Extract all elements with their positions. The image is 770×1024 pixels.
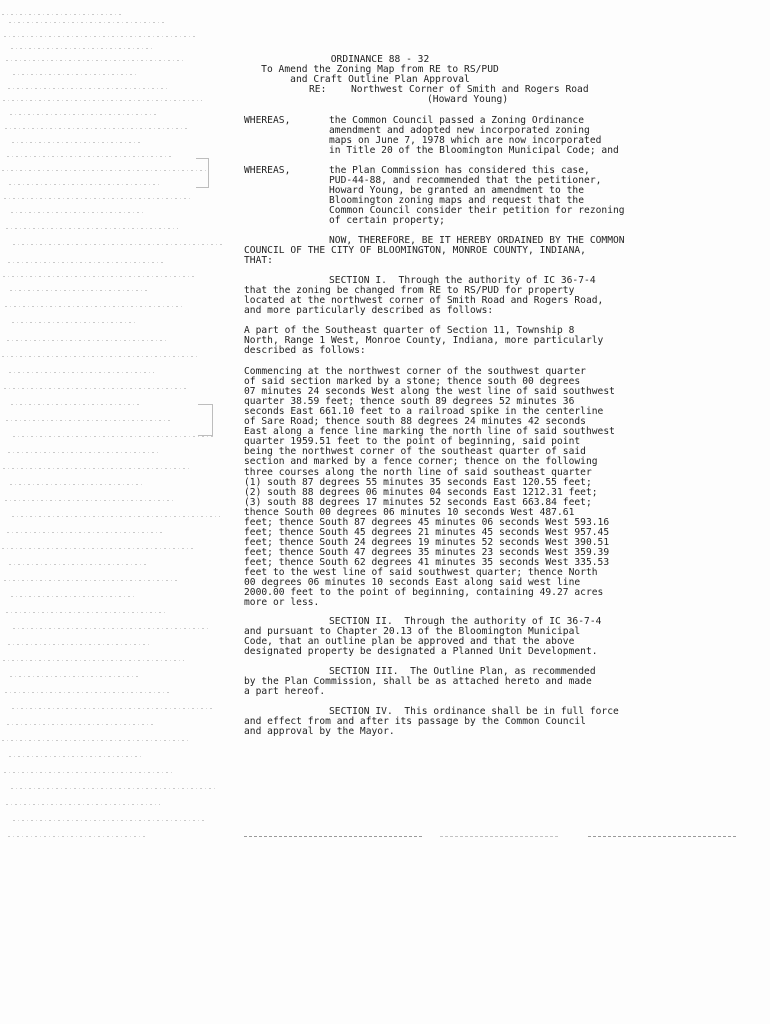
legal-description-line: feet; thence South 47 degrees 35 minutes 23 seconds West 359.39 [244,546,610,558]
legal-description-line: (1) south 87 degrees 55 minutes 35 seconds East 120.55 feet; [244,476,592,488]
bleed-line [3,468,190,469]
legal-description-line: quarter 38.59 feet; thence south 89 degrees 52 minutes 36 [244,396,575,408]
section-2-line: SECTION II. Through the authority of IC 36-7-4 [329,616,602,627]
now-therefore-line: THAT: [244,255,273,266]
legal-description-line: East along a fence line marking the north line of said southwest [244,426,615,438]
bleed-line [5,500,176,501]
bleed-line [3,276,196,277]
bleed-line [10,114,156,115]
bleed-line [2,14,122,15]
section-3-line: by the Plan Commission, shall be as attached hereto and made [244,676,592,687]
legal-description-line: feet; thence South 87 degrees 45 minutes 06 seconds West 593.16 [244,516,610,528]
bleed-line [4,772,174,773]
section-1-line: SECTION I. Through the authority of IC 36-7-4 [329,275,596,286]
bleed-line [11,788,218,789]
bleed-line [8,644,152,645]
legal-description-line: (3) south 88 degrees 17 minutes 52 seconds East 663.84 feet; [244,496,592,508]
bleed-line [7,340,168,341]
legal-description-line: of said section marked by a stone; thence south 00 degrees [244,376,581,388]
legal-intro-line: described as follows: [244,345,366,356]
bleed-line [8,836,146,837]
bleed-line [9,372,154,373]
bleed-through-noise [0,0,225,850]
bleed-line [12,142,142,143]
bleed-line [13,436,216,437]
legal-intro-line: North, Range 1 West, Monroe County, Indiana, more particularly [244,335,604,346]
signature-rule-left [244,836,424,837]
whereas-1-line: maps on June 7, 1978 which are now incorporated [329,135,602,146]
bleed-line [7,532,162,533]
bleed-line [11,212,146,213]
legal-description-line: quarter 1959.51 feet to the point of beginning, said point [244,436,581,448]
section-3-line: a part hereof. [244,686,326,697]
whereas-2-line: Howard Young, be granted an amendment to the [329,185,585,196]
bleed-line [4,36,198,37]
bleed-line [9,184,160,185]
bleed-line [6,420,172,421]
re-line-1: Northwest Corner of Smith and Rogers Road [351,84,589,95]
bleed-line [5,306,182,307]
section-2-line: designated property be designated a Planned Unit Development. [244,646,598,657]
legal-intro-line: A part of the Southeast quarter of Section 11, Township 8 [244,325,575,336]
legal-description-line: more or less. [244,597,320,609]
scan-artifact-bracket [198,404,213,436]
legal-description-line: feet to the west line of said southwest quarter; thence North [244,567,598,578]
bleed-line [8,88,170,89]
whereas-2-label: WHEREAS, [244,165,291,176]
bleed-line [9,22,166,23]
signature-rule-right [588,836,738,837]
section-4-line: SECTION IV. This ordinance shall be in full force [329,706,619,717]
re-label: RE: [309,84,327,95]
section-2-line: and pursuant to Chapter 20.13 of the Bloomington Municipal [244,626,581,637]
bleed-line [2,740,188,741]
bleed-line [11,48,152,49]
section-1-line: that the zoning be changed from RE to RS/PUD for property [244,285,575,296]
bleed-line [10,676,138,677]
whereas-2-line: Bloomington zoning maps and request that the [329,195,585,206]
re-line-2: (Howard Young) [427,94,509,105]
whereas-2-line: of certain property; [329,215,445,226]
legal-description-line: feet; thence South 62 degrees 41 minutes 35 seconds West 335.53 [244,557,610,568]
whereas-2-line: the Plan Commission has considered this case, [329,165,590,176]
bleed-line [5,128,188,129]
bleed-line [4,580,180,581]
now-therefore-line: NOW, THEREFORE, BE IT HEREBY ORDAINED BY THE COMMON [329,235,625,246]
bleed-line [11,404,140,405]
signature-rule-mid [440,836,560,837]
bleed-line [5,692,170,693]
bleed-line [13,244,222,245]
legal-description-line: 2000.00 feet to the point of beginning, containing 49.27 acres [244,587,604,599]
section-1-line: and more particularly described as follows: [244,305,494,316]
whereas-1-label: WHEREAS, [244,115,291,126]
whereas-2-line: Common Council consider their petition for rezoning [329,205,625,216]
bleed-line [13,820,204,821]
legal-description-line: feet; thence South 45 degrees 21 minutes 45 seconds West 957.45 [244,526,610,538]
legal-description-line: section and marked by a fence corner; thence on the following [244,456,598,468]
bleed-line [3,100,202,101]
bleed-line [8,262,164,263]
legal-description-line: feet; thence South 24 degrees 19 minutes 52 seconds West 390.51 [244,536,610,548]
now-therefore-line: COUNCIL OF THE CITY OF BLOOMINGTON, MONROE COUNTY, INDIANA, [244,245,586,256]
bleed-line [6,804,160,805]
subject-line-1: To Amend the Zoning Map from RE to RS/PUD [261,64,499,75]
bleed-line [4,388,186,389]
bleed-line [12,516,220,517]
whereas-1-line: in Title 20 of the Bloomington Municipal Code; and [329,145,619,156]
subject-line-2: and Craft Outline Plan Approval [290,74,470,85]
whereas-1-line: the Common Council passed a Zoning Ordinance [329,115,585,126]
bleed-line [7,724,156,725]
bleed-line [2,356,200,357]
bleed-line [9,564,148,565]
bleed-line [10,484,144,485]
legal-description-line: three courses along the north line of said southeast quarter [244,466,592,478]
legal-description-line: thence South 00 degrees 06 minutes 10 seconds West 487.61 [244,506,575,518]
legal-description-line: 00 degrees 06 minutes 10 seconds East along said west line [244,577,581,588]
legal-description-line: of Sare Road; thence south 88 degrees 24 minutes 42 seconds [244,416,586,428]
legal-description-line: seconds East 661.10 feet to a railroad spike in the centerline [244,406,604,418]
whereas-2-line: PUD-44-88, and recommended that the petitioner, [329,175,602,186]
legal-description-line: Commencing at the northwest corner of the southwest quarter [244,366,586,377]
section-4-line: and effect from and after its passage by the Common Council [244,716,586,727]
ordinance-title: ORDINANCE 88 - 32 [330,54,430,65]
section-2-line: Code, that an outline plan be approved and that the above [244,636,575,647]
section-4-line: and approval by the Mayor. [244,726,395,737]
bleed-line [11,596,134,597]
bleed-line [6,612,166,613]
bleed-line [2,548,194,549]
bleed-line [9,756,142,757]
bleed-line [10,290,150,291]
whereas-1-line: amendment and adopted new incorporated zoning [329,125,590,136]
bleed-line [4,198,192,199]
scan-artifact-bracket [196,158,209,188]
bleed-line [2,170,206,171]
legal-description-line: (2) south 88 degrees 06 minutes 04 seconds East 1212.31 feet; [244,486,598,498]
legal-description-line: 07 minutes 24 seconds West along the west line of said southwest [244,386,615,398]
legal-description-line: being the northwest corner of the southeast quarter of said [244,446,586,458]
bleed-line [13,628,210,629]
bleed-line [7,156,174,157]
bleed-line [6,228,178,229]
bleed-line [3,660,184,661]
section-3-line: SECTION III. The Outline Plan, as recommended [329,666,596,677]
bleed-line [12,708,214,709]
bleed-line [8,452,158,453]
bleed-line [12,322,136,323]
section-1-line: located at the northwest corner of Smith Road and Rogers Road, [244,295,604,306]
